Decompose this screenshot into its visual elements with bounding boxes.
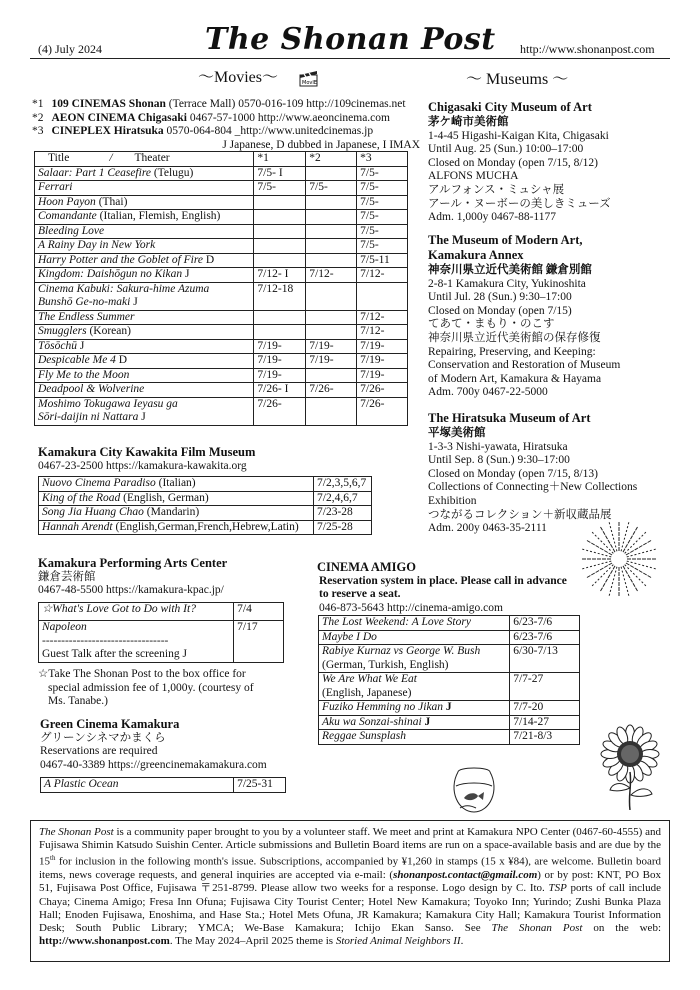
museum-name: Chigasaki City Museum of Art <box>428 100 592 114</box>
movies-heading: ～Movies～ <box>198 69 279 86</box>
green-line2: 0467-40-3389 https://greencinemakamakura.com <box>40 758 267 771</box>
green-block <box>40 718 320 772</box>
table-row: Bleeding Love 7/5- <box>35 224 408 239</box>
amigo-line1: Reservation system in place. Please call in advance <box>319 574 567 587</box>
table-row: Kingdom: Daishōgun no Kikan J 7/12- I 7/12- 7/12- <box>35 268 408 283</box>
museums-heading: ～ Museums ～ <box>466 71 569 88</box>
green-line1: Reservations are required <box>40 745 158 758</box>
issue-date: (4) July 2024 <box>38 42 102 56</box>
table-row: Hannah Arendt (English,German,French,Hebrew,Latin) 7/25-28 <box>39 520 372 535</box>
cinema-line-1: *1 109 CINEMAS Shonan (Terrace Mall) 0570-016-109 http://109cinemas.net <box>32 98 406 110</box>
table-row: The Lost Weekend: A Love Story 6/23-7/6 <box>319 616 580 631</box>
header-c2: *2 <box>306 152 357 167</box>
kpac-jp: 鎌倉芸術館 <box>38 570 96 583</box>
table-row: Reggae Sunsplash 7/21-8/3 <box>319 730 580 745</box>
masthead-title: The Shonan Post <box>205 22 496 57</box>
museum-name: The Hiratsuka Museum of Art <box>428 411 591 425</box>
header-rule <box>30 58 670 59</box>
table-row: Rabiye Kurnaz vs George W. Bush (German, Turkish, English) 6/30-7/13 <box>319 645 580 673</box>
table-row: We Are What We Eat (English, Japanese) 7/7-27 <box>319 673 580 701</box>
cinema-list <box>32 98 422 152</box>
table-row: Smugglers (Korean) 7/12- <box>35 325 408 340</box>
green-jp: グリーンシネマかまくら <box>40 731 166 744</box>
table-row: Napoleon --------------------------------- Guest Talk after the screening J 7/17 <box>39 621 284 663</box>
museum-name: The Museum of Modern Art, Kamakura Annex <box>428 233 583 262</box>
table-row: Harry Potter and the Goblet of Fire D 7/5-11 <box>35 253 408 268</box>
museum-chigasaki: Chigasaki City Museum of Art 茅ケ崎市美術館 1-4-45 Higashi-Kaigan Kita, Chigasaki Until Aug. 25 (Sun.) 10:00–17:00 Closed on Monday (open 7/15, 8/12) ALFONS MUCHA アルフォンス・ミュシャ展 アール・ヌーボーの美しきミューズ Adm. 1,000y 0467-88-1177 <box>428 100 673 225</box>
table-row: Ferrari 7/5- 7/5- 7/5- <box>35 181 408 196</box>
table-row: Moshimo Tokugawa Ieyasu ga Sōri-daijin ni Nattara J 7/26- 7/26- <box>35 397 408 425</box>
header-title-theater: Title / Theater <box>35 152 254 167</box>
table-row: Aku wa Sonzai-shinai J 7/14-27 <box>319 715 580 730</box>
table-row: A Rainy Day in New York 7/5- <box>35 239 408 254</box>
kpac-note: ☆Take The Shonan Post to the box office for special admission fee of 1,000y. (courtesy of Ms. Tanabe.) <box>38 668 254 708</box>
amigo-table <box>318 615 580 745</box>
amigo-line2: to reserve a seat. <box>319 588 401 601</box>
table-row: Fly Me to the Moon 7/19- 7/19- <box>35 368 408 383</box>
table-row: A Plastic Ocean 7/25-31 <box>41 778 286 793</box>
table-row: King of the Road (English, German) 7/2,4,6,7 <box>39 491 372 506</box>
cinema-line-2: *2 AEON CINEMA Chigasaki 0467-57-1000 http://www.aeoncinema.com <box>32 111 390 124</box>
kpac-block <box>38 557 298 598</box>
goldfish-bowl-illustration <box>446 760 502 816</box>
amigo-block <box>317 561 607 615</box>
kpac-contact: 0467-48-5500 https://kamakura-kpac.jp/ <box>38 584 224 597</box>
svg-text:MovIE: MovIE <box>302 80 317 86</box>
museum-hiratsuka: The Hiratsuka Museum of Art 平塚美術館 1-3-3 Nishi-yawata, Hiratsuka Until Sep. 8 (Sun.) 9:30–17:00 Closed on Monday (open 7/15, 8/13) Collections of Connecting＋New Collections Exhibition つながるコレクション＋新収蔵品展 Adm. 200y 0463-35-2111 <box>428 411 678 536</box>
green-table <box>40 777 286 793</box>
movies-table <box>34 151 408 426</box>
table-row: Fuziko Hemming no Jikan J 7/7-20 <box>319 701 580 716</box>
table-row: Comandante (Italian, Flemish, English) 7/5- <box>35 210 408 225</box>
kawakita-block <box>38 446 398 473</box>
kawakita-contact: 0467-23-2500 https://kamakura-kawakita.org <box>38 459 247 472</box>
table-row: Song Jia Huang Chao (Mandarin) 7/23-28 <box>39 506 372 521</box>
kpac-name: Kamakura Performing Arts Center <box>38 556 228 570</box>
fireworks-illustration <box>578 518 660 600</box>
kawakita-name: Kamakura City Kawakita Film Museum <box>38 445 256 459</box>
site-url[interactable]: http://www.shonanpost.com <box>520 42 655 56</box>
table-row: Maybe I Do 6/23-7/6 <box>319 630 580 645</box>
table-row: The Endless Summer 7/12- <box>35 310 408 325</box>
sunflower-illustration <box>590 720 670 810</box>
table-row: Hoon Payon (Thai) 7/5- <box>35 195 408 210</box>
film-clapper-icon <box>298 68 320 88</box>
header-c3: *3 <box>357 152 408 167</box>
amigo-contact: 046-873-5643 http://cinema-amigo.com <box>319 601 503 614</box>
footer-web-link[interactable]: http://www.shonanpost.com <box>39 935 170 948</box>
amigo-name: CINEMA AMIGO <box>317 560 416 574</box>
table-row: Salaar: Part 1 Ceasefire (Telugu) 7/5- I 7/5- <box>35 166 408 181</box>
table-row: Tōsōchū J 7/19- 7/19- 7/19- <box>35 339 408 354</box>
table-row: Cinema Kabuki: Sakura-hime Azuma Bunshō Ge-no-maki J 7/12-18 <box>35 282 408 310</box>
kpac-table <box>38 602 284 663</box>
kawakita-table <box>38 476 372 535</box>
header-c1: *1 <box>254 152 306 167</box>
footer-info: The Shonan Post is a community paper brought to you by a volunteer staff. We meet and print at Kamakura NPO Center (0467-60-4555) and Fujisawa Shimin Katsudo Suishin Center. Article submissions and Bulletin Board items are run on a space-available basis and are due by the 15th for inclusion in the following month's issue. Subscriptions, accompanied by ¥1,260 in stamps (15 x ¥84), are welcome. Bulletin board items, news coverage requests, and general inquiries are accepted via e-mail: (shonanpost.contact@gmail.com) or by post: KNT, PO Box 51, Fujisawa Post Office, Fujisawa 〒251-8799. Please allow two weeks for a response. Logo design by C. Ito. TSP ports of call include Chaya; Cinema Amigo; Fresa Inn Ofuna; Fujisawa City Tourist Center; Hotel New Kamakura; Toyoko Inn; Yurindo; Zushi Bunka Plaza Hall; Enoden Fujisawa, Enoshima, and Hase Sta.; Hotel Mets Ofuna, JR Kamakura; Kamakura City Hall; Kamakura Tourist Information Desk; South Public Library; YMCA; We-Base Kamakura; Ichijo Ekan Sanso. See The Shonan Post on the web: http://www.shonanpost.com. The May 2024–April 2025 theme is Storied Animal Neighbors II. <box>30 820 670 962</box>
table-row: Despicable Me 4 D 7/19- 7/19- 7/19- <box>35 354 408 369</box>
green-name: Green Cinema Kamakura <box>40 717 180 731</box>
movies-table-header <box>35 152 408 167</box>
table-row: Deadpool & Wolverine 7/26- I 7/26- 7/26- <box>35 383 408 398</box>
table-row: Nuovo Cinema Paradiso (Italian) 7/2,3,5,6,7 <box>39 477 372 492</box>
cinema-line-3: *3 CINEPLEX Hiratsuka 0570-064-804 _http://www.unitedcinemas.jp <box>32 125 374 138</box>
contact-email[interactable]: shonanpost.contact@gmail.com <box>393 869 538 882</box>
museum-modern-art: The Museum of Modern Art, Kamakura Annex 神奈川県立近代美術館 鎌倉別館 2-8-1 Kamakura City, Yukinoshita Until Jul. 28 (Sun.) 9:30–17:00 Closed on Monday (open 7/15) てあて・まもり・のこす 神奈川県立近代美術館の保存修復 Repairing, Preserving, and Keeping: Conservation and Restoration of Museum of Modern Art, Kamakura & Hayama Adm. 700y 0467-22-5000 <box>428 233 673 400</box>
legend: J Japanese, D dubbed in Japanese, I IMAX <box>222 138 420 151</box>
table-row: ☆What's Love Got to Do with It? 7/4 <box>39 603 284 621</box>
